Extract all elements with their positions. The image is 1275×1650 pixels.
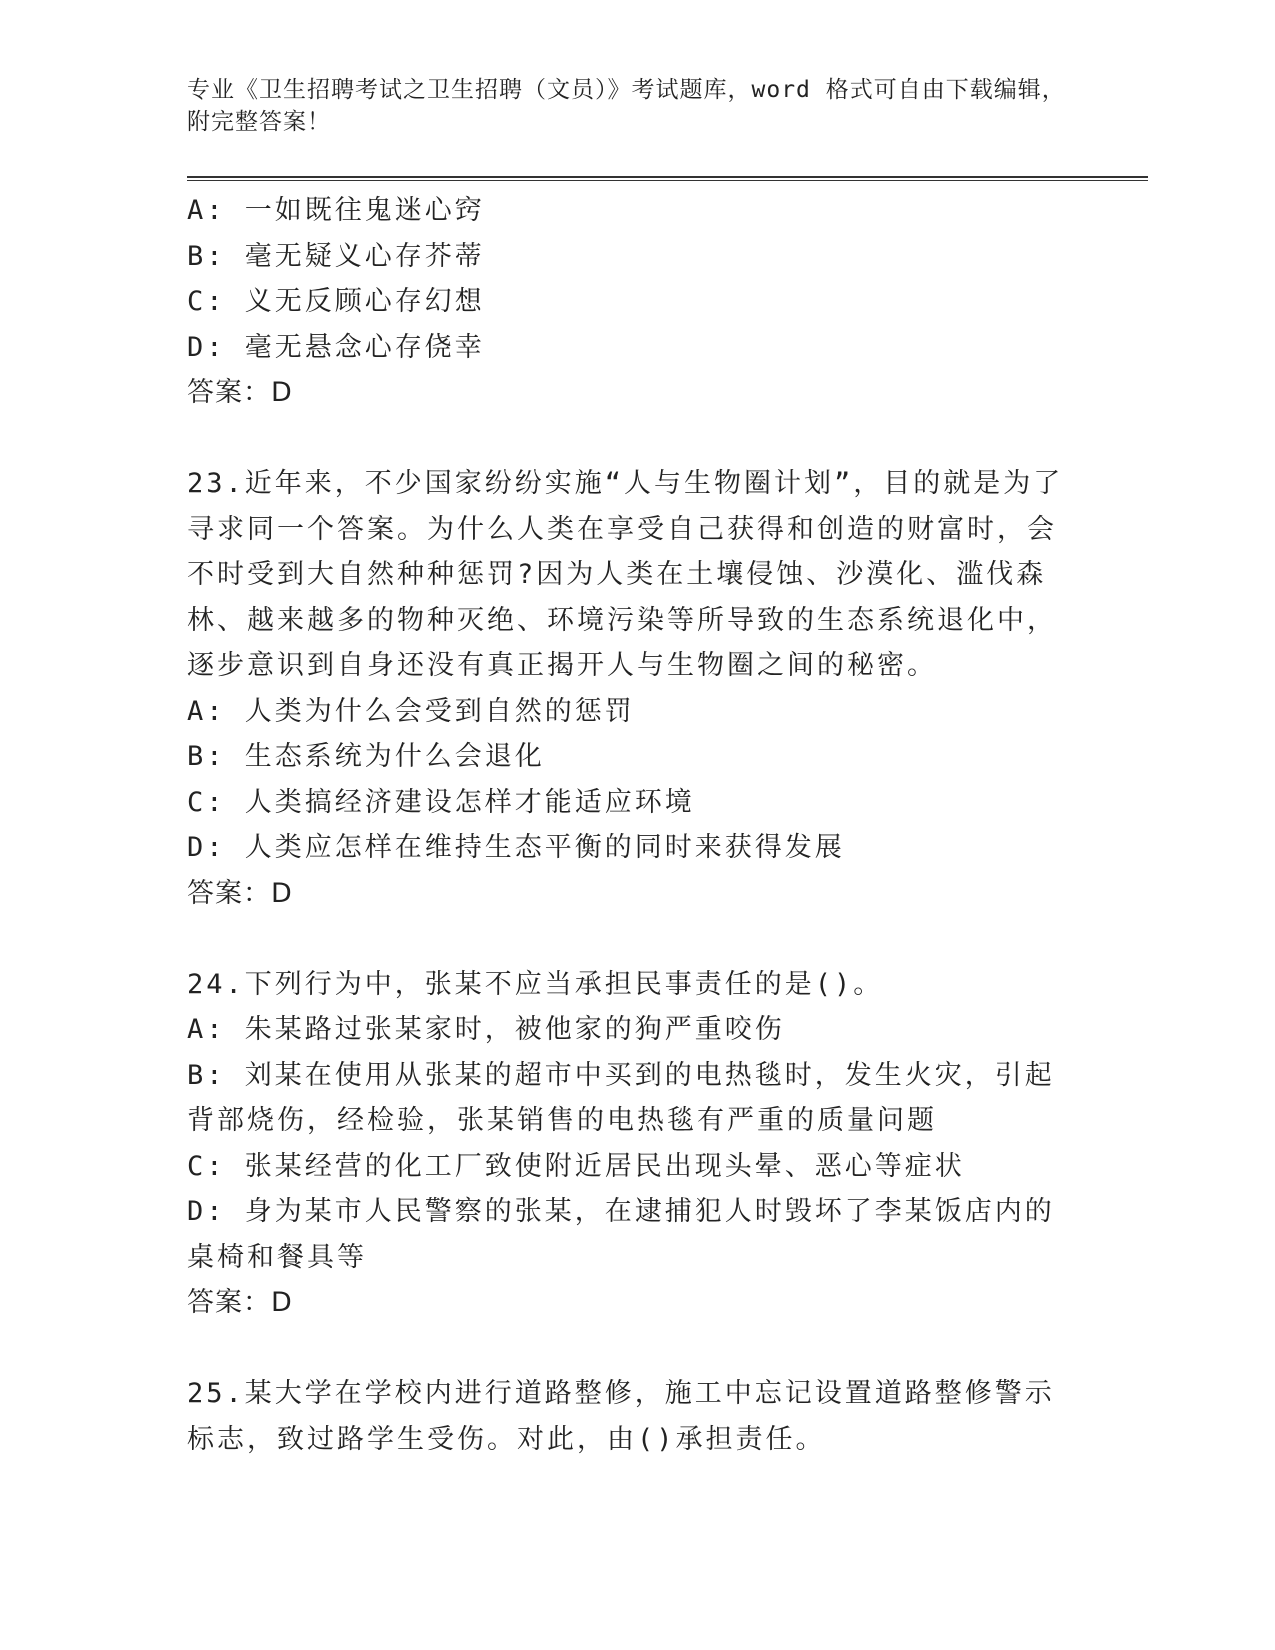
question-stem: 25.某大学在学校内进行道路整修，施工中忘记设置道路整修警示标志，致过路学生受伤。对此，由()承担责任。 (187, 1378, 1055, 1455)
question-stem: 23.近年来，不少国家纷纷实施“人与生物圈计划”，目的就是为了寻求同一个答案。为什么人类在享受自己获得和创造的财富时，会不时受到大自然种种惩罚?因为人类在土壤侵蚀、沙漠化、滥伐森林、越来越多的物种灭绝、环境污染等所导致的生态系统退化中，逐步意识到自身还没有真正揭开人与生物圈之间的秘密。 (187, 468, 1064, 681)
spacer (187, 416, 1077, 462)
question-22 (187, 188, 1077, 416)
header-divider (187, 176, 1148, 181)
question-content (187, 188, 1077, 1462)
option-a: A: 一如既往鬼迷心窍 (187, 195, 485, 226)
answer-label: 答案：D (187, 877, 293, 909)
document-header: 专业《卫生招聘考试之卫生招聘（文员）》考试题库，word 格式可自由下载编辑，附完整答案！ (187, 77, 1066, 135)
question-25 (187, 1371, 1077, 1462)
option-a: A: 人类为什么会受到自然的惩罚 (187, 695, 635, 727)
option-b: B: 生态系统为什么会退化 (187, 741, 545, 772)
option-b: B: 毫无疑义心存芥蒂 (187, 240, 485, 272)
option-d: D: 毫无悬念心存侥幸 (187, 331, 485, 363)
question-24 (187, 962, 1077, 1326)
option-a: A: 朱某路过张某家时，被他家的狗严重咬伤 (187, 1014, 785, 1045)
question-stem: 24.下列行为中，张某不应当承担民事责任的是()。 (187, 968, 884, 1000)
spacer (187, 1326, 1077, 1372)
question-23 (187, 461, 1077, 916)
answer-label: 答案：D (187, 377, 293, 408)
option-c: C: 义无反顾心存幻想 (187, 286, 485, 317)
spacer (187, 916, 1077, 962)
option-c: C: 人类搞经济建设怎样才能适应环境 (187, 786, 695, 818)
option-d: D: 人类应怎样在维持生态平衡的同时来获得发展 (187, 832, 845, 863)
option-d: D: 身为某市人民警察的张某，在逮捕犯人时毁坏了李某饭店内的桌椅和餐具等 (187, 1196, 1055, 1273)
option-b: B: 刘某在使用从张某的超市中买到的电热毯时，发生火灾，引起背部烧伤，经检验，张某销售的电热毯有严重的质量问题 (187, 1059, 1055, 1136)
answer-label: 答案：D (187, 1287, 293, 1318)
option-c: C: 张某经营的化工厂致使附近居民出现头晕、恶心等症状 (187, 1150, 965, 1182)
